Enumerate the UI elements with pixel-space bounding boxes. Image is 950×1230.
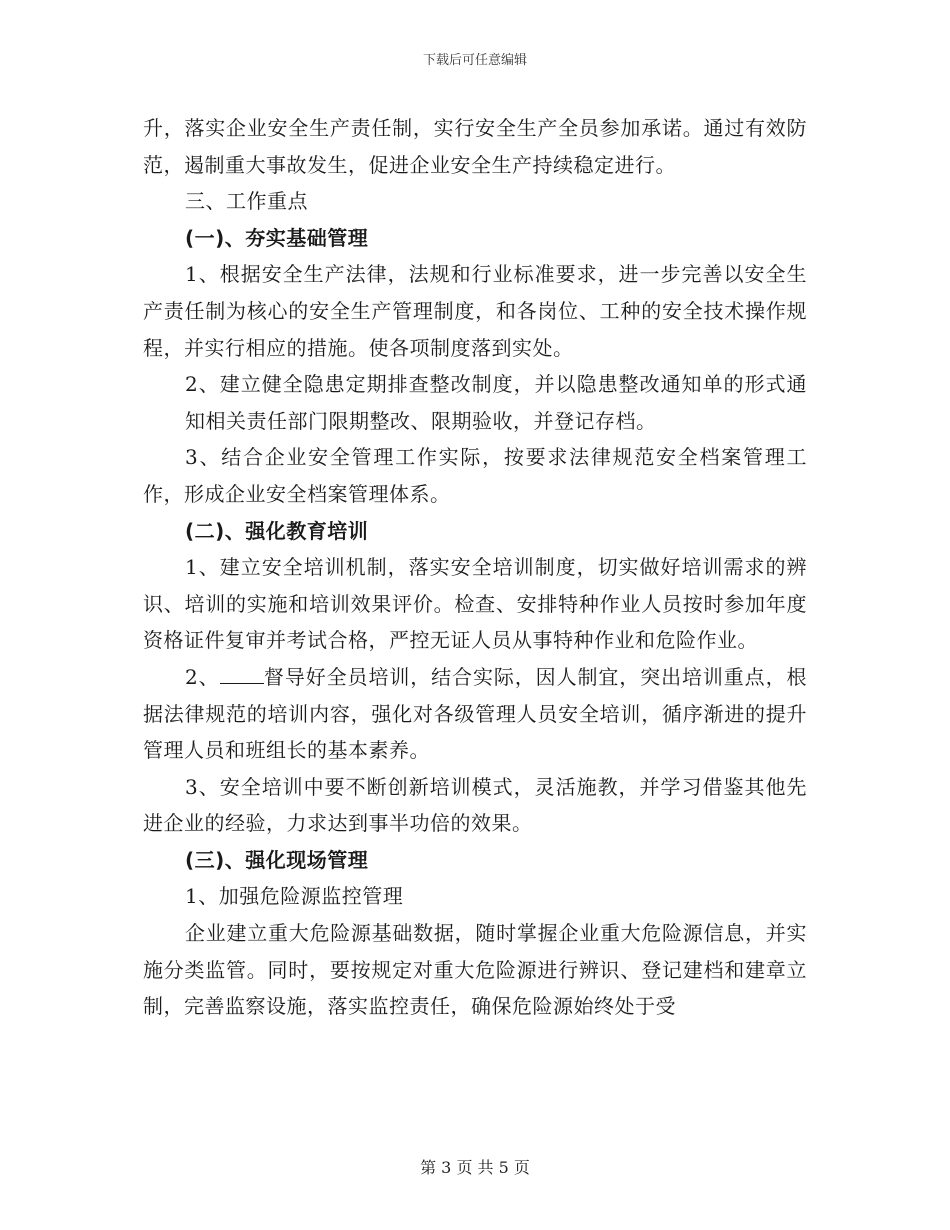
subsection-3-item-1: 1、加强危险源监控管理 [185, 884, 404, 909]
document-body [143, 110, 807, 1025]
paragraph-2-1: 1、建立安全培训机制，落实安全培训制度，切实做好培训需求的辨识、培训的实施和培训效果评价。检查、安排特种作业人员按时参加年度资格证件复审并考试合格，严控无证人员从事特种作业和危险作业。 [143, 555, 807, 653]
fill-in-blank [220, 663, 264, 684]
paragraph-1-2: 2、建立健全隐患定期排查整改制度，并以隐患整改通知单的形式通知相关责任部门限期整改、限期验收，并登记存档。 [185, 372, 807, 433]
page-header: 下载后可任意编辑 [422, 53, 527, 68]
subsection-heading-3: (三)、强化现场管理 [185, 847, 369, 872]
section-heading-3: 三、工作重点 [185, 189, 308, 214]
paragraph-1-1: 1、根据安全生产法律，法规和行业标准要求，进一步完善以安全生产责任制为核心的安全生产管理制度，和各岗位、工种的安全技术操作规程，并实行相应的措施。使各项制度落到实处。 [143, 262, 807, 360]
paragraph-2-2-prefix: 2、 [185, 664, 220, 689]
page-footer: 第 3 页 共 5 页 [420, 1158, 530, 1177]
paragraph-1-3: 3、结合企业安全管理工作实际，按要求法律规范安全档案管理工作，形成企业安全档案管理体系。 [143, 445, 807, 506]
paragraph-2-2 [143, 659, 807, 769]
paragraph-2-2-text: 督导好全员培训，结合实际，因人制宜，突出培训重点，根据法律规范的培训内容，强化对各级管理人员安全培训，循序渐进的提升管理人员和班组长的基本素养。 [143, 664, 807, 763]
paragraph-3-1: 企业建立重大危险源基础数据，随时掌握企业重大危险源信息，并实施分类监管。同时，要按规定对重大危险源进行辨识、登记建档和建章立制，完善监察设施，落实监控责任，确保危险源始终处于受 [143, 921, 807, 1019]
paragraph-2-3: 3、安全培训中要不断创新培训模式，灵活施教，并学习借鉴其他先进企业的经验，力求达到事半功倍的效果。 [143, 774, 807, 836]
subsection-heading-1: (一)、夯实基础管理 [185, 225, 369, 250]
subsection-heading-2: (二)、强化教育培训 [185, 518, 369, 543]
paragraph-intro: 升，落实企业安全生产责任制，实行安全生产全员参加承诺。通过有效防范，遏制重大事故发生，促进企业安全生产持续稳定进行。 [143, 116, 807, 177]
